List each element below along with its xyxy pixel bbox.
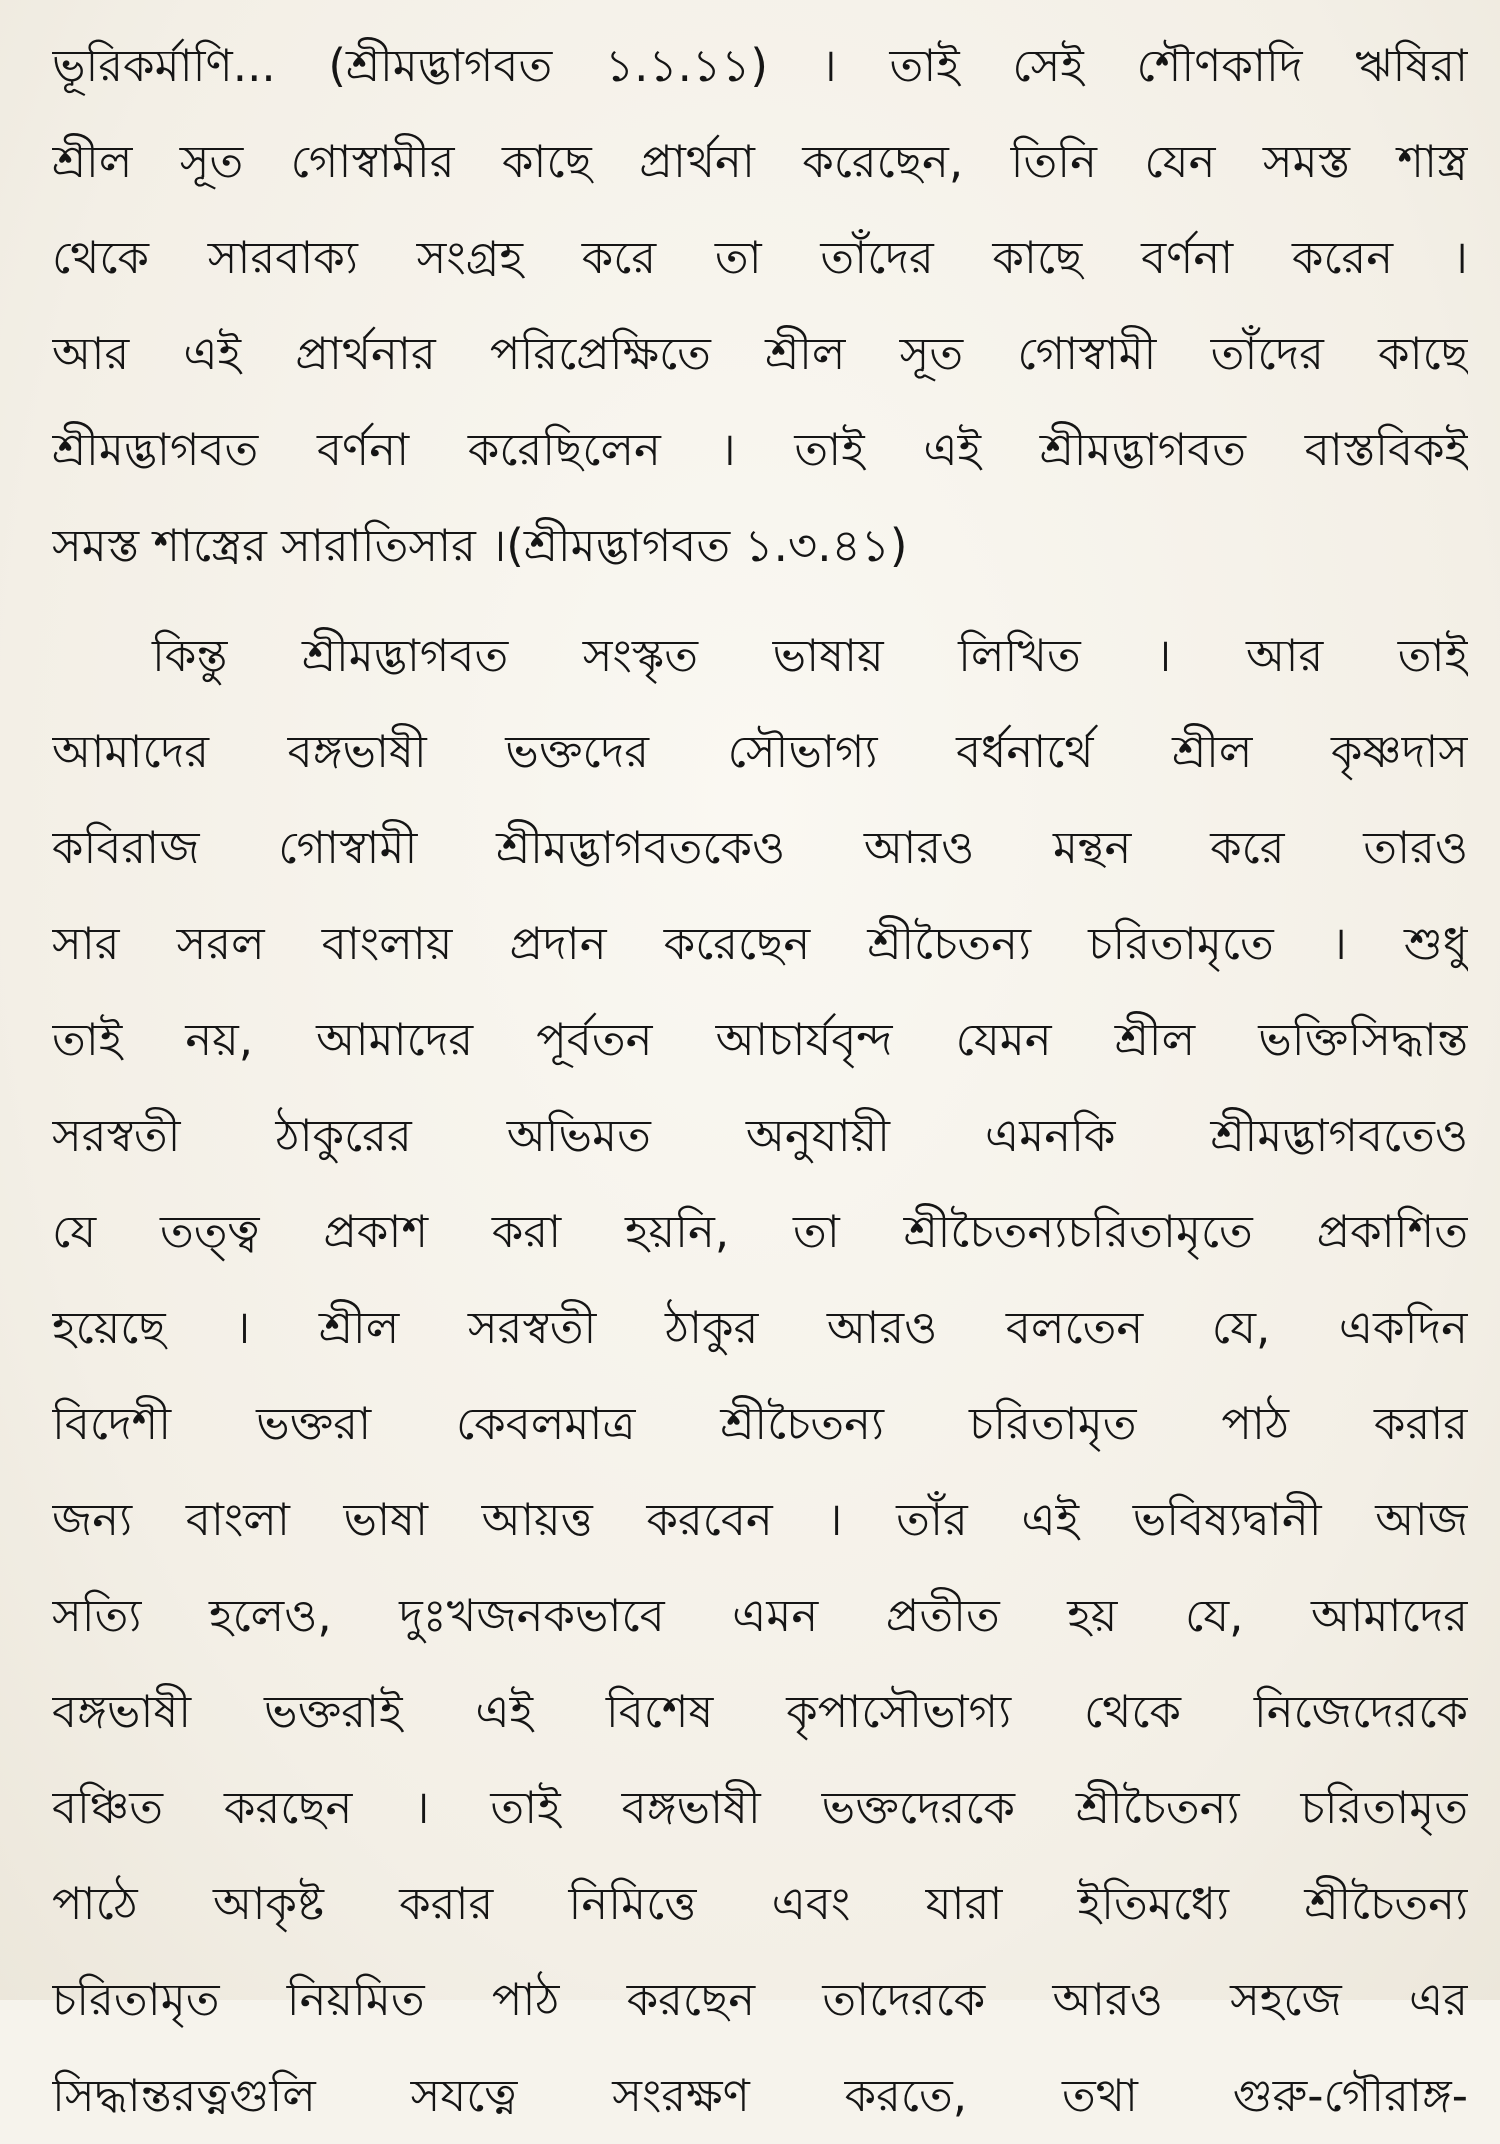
text-line: জন্য বাংলা ভাষা আয়ত্ত করবেন । তাঁর এই ভবিষ্যদ্বানী আজ <box>52 1493 1468 1546</box>
text-line: বঙ্গভাষী ভক্তরাই এই বিশেষ কৃপাসৌভাগ্য থেকে নিজেদেরকে <box>52 1685 1468 1738</box>
text-line: শ্রীমদ্ভাগবত বর্ণনা করেছিলেন । তাই এই শ্রীমদ্ভাগবত বাস্তবিকই <box>52 423 1468 476</box>
text-line: বঞ্চিত করছেন । তাই বঙ্গভাষী ভক্তদেরকে শ্রীচৈতন্য চরিতামৃত <box>52 1781 1468 1834</box>
text-line: শ্রীল সূত গোস্বামীর কাছে প্রার্থনা করেছেন, তিনি যেন সমস্ত শাস্ত্র <box>52 135 1468 188</box>
text-line: চরিতামৃত নিয়মিত পাঠ করছেন তাদেরকে আরও সহজে এর <box>52 1973 1468 2026</box>
text-line: থেকে সারবাক্য সংগ্রহ করে তা তাঁদের কাছে বর্ণনা করেন । <box>52 231 1468 284</box>
text-line: তাই নয়, আমাদের পূর্বতন আচার্যবৃন্দ যেমন শ্রীল ভক্তিসিদ্ধান্ত <box>52 1013 1468 1066</box>
text-line: পাঠে আকৃষ্ট করার নিমিত্তে এবং যারা ইতিমধ্যে শ্রীচৈতন্য <box>52 1877 1468 1930</box>
text-line: বিদেশী ভক্তরা কেবলমাত্র শ্রীচৈতন্য চরিতামৃত পাঠ করার <box>52 1397 1468 1450</box>
text-line: ভূরিকর্মাণি... (শ্রীমদ্ভাগবত ১.১.১১) । তাই সেই শৌণকাদি ঋষিরা <box>52 39 1468 92</box>
text-line: আমাদের বঙ্গভাষী ভক্তদের সৌভাগ্য বর্ধনার্থে শ্রীল কৃষ্ণদাস <box>52 725 1468 778</box>
text-line: সিদ্ধান্তরত্নগুলি সযত্নে সংরক্ষণ করতে, তথা গুরু-গৌরাঙ্গ- <box>52 2069 1468 2122</box>
text-line: কিন্তু শ্রীমদ্ভাগবত সংস্কৃত ভাষায় লিখিত । আর তাই <box>152 629 1468 682</box>
text-line: হয়েছে । শ্রীল সরস্বতী ঠাকুর আরও বলতেন যে, একদিন <box>52 1301 1468 1354</box>
text-line: আর এই প্রার্থনার পরিপ্রেক্ষিতে শ্রীল সূত গোস্বামী তাঁদের কাছে <box>52 327 1468 380</box>
text-line: সরস্বতী ঠাকুরের অভিমত অনুযায়ী এমনকি শ্রীমদ্ভাগবতেও <box>52 1109 1468 1162</box>
text-line: সত্যি হলেও, দুঃখজনকভাবে এমন প্রতীত হয় যে, আমাদের <box>52 1589 1468 1642</box>
text-line: যে তত্ত্ব প্রকাশ করা হয়নি, তা শ্রীচৈতন্যচরিতামৃতে প্রকাশিত <box>52 1205 1468 1258</box>
text-line: সার সরল বাংলায় প্রদান করেছেন শ্রীচৈতন্য চরিতামৃতে । শুধু <box>52 917 1468 970</box>
text-line: কবিরাজ গোস্বামী শ্রীমদ্ভাগবতকেও আরও মন্থন করে তারও <box>52 821 1468 874</box>
paragraph-gap <box>52 594 1468 608</box>
text-line: সমস্ত শাস্ত্রের সারাতিসার ।(শ্রীমদ্ভাগবত ১.৩.৪১) <box>52 519 908 572</box>
paragraph-2 <box>52 608 1468 2144</box>
paragraph-1 <box>52 18 1468 594</box>
